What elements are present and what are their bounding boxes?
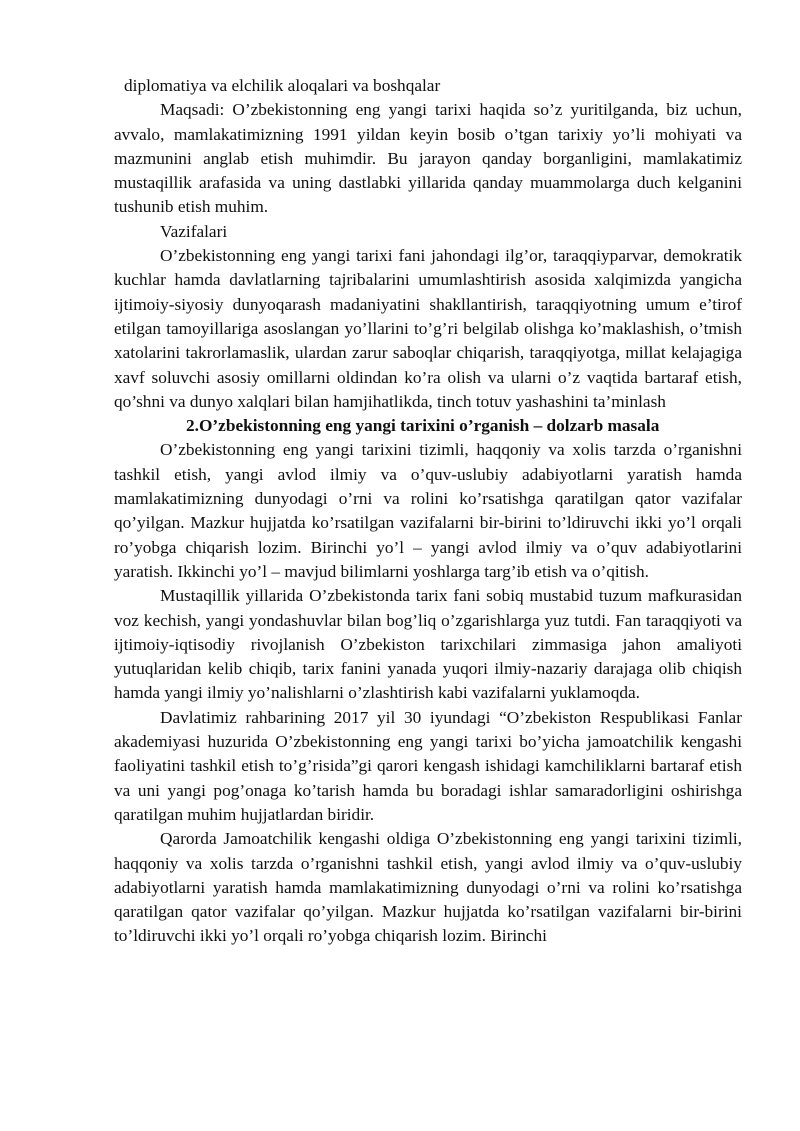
section-heading: 2.O’zbekistonning eng yangi tarixini o’rganish – dolzarb masala [186,416,660,436]
body-paragraph-4: Qarorda Jamoatchilik kengashi oldiga O’zbekistonning eng yangi tarixini tizimli, haqqoniy va xolis tarzda o’rganishni tashkil etish, yangi avlod ilmiy va o’quv-uslubiy adabiyotlarni yaratish hamda mamlakatimizning dunyodagi o’rni va rolini ko’rsatishga qaratilgan qator vazifalar qo’yilgan. Mazkur hujjatda ko’rsatilgan vazifalarni bir-birini to’ldiruvchi ikki yo’l orqali ro’yobga chiqarish lozim. Birinchi [114,829,742,946]
tasks-paragraph: O’zbekistonning eng yangi tarixi fani jahondagi ilg’or, taraqqiyparvar, demokratik kuchlar hamda davlatlarning tajribalarini umumlashtirish asosida xalqimizda yangicha ijtimoiy-siyosiy dunyoqarash madaniyatini shakllantirish, taraqqiyotning umum e’tirof etilgan tamoyillariga asoslangan yo’llarini to’g’ri belgilab olishga ko’maklashish, o’tmish xatolarini takrorlamaslik, ulardan zarur saboqlar chiqarish, taraqqiyotga, millat kelajagiga xavf soluvchi asosiy omillarni oldindan ko’ra olish va ularni o’z vaqtida bartaraf etish, qo’shni va dunyo xalqlari bilan hamjihatlikda, tinch totuv yashashini ta’minlash [114,246,742,411]
body-paragraph-1: O’zbekistonning eng yangi tarixini tizimli, haqqoniy va xolis tarzda o’rganishni tashkil etish, yangi avlod ilmiy va o’quv-uslubiy adabiyotlarni yaratish hamda mamlakatimizning dunyodagi o’rni va rolini ko’rsatishga qaratilgan qator vazifalar qo’yilgan. Mazkur hujjatda ko’rsatilgan vazifalarni bir-birini to’ldiruvchi ikki yo’l orqali ro’yobga chiqarish lozim. Birinchi yo’l – yangi avlod ilmiy va o’quv adabiyotlarini yaratish. Ikkinchi yo’l – mavjud bilimlarni yoshlarga targ’ib etish va o’qitish. [114,440,742,581]
body-paragraph-2: Mustaqillik yillarida O’zbekistonda tarix fani sobiq mustabid tuzum mafkurasidan voz kechish, yangi yondashuvlar bilan bog’liq o’zgarishlarga yuz tutdi. Fan taraqqiyoti va ijtimoiy-iqtisodiy rivojlanish O’zbekiston tarixchilari zimmasiga jahon amaliyoti yutuqlaridan kelib chiqib, tarix fanini yanada yuqori ilmiy-nazariy darajaga olib chiqish hamda yangi ilmiy yo’nalishlarni o’zlashtirish kabi vazifalarni yuklamoqda. [114,586,742,703]
tasks-label: Vazifalari [160,221,228,241]
goal-paragraph: Maqsadi: O’zbekistonning eng yangi tarixi haqida so’z yuritilganda, biz uchun, avvalo, mamlakatimizning 1991 yildan keyin bosib o’tgan tarixiy yo’li mohiyati va mazmunini anglab etish muhimdir. Bu jarayon qanday borganligini, mamlakatimiz mustaqillik arafasida va uning dastlabki yillarida qanday muammolarga duch kelganini tushunib etish muhim. [114,100,742,217]
document-page [114,74,742,949]
body-paragraph-3: Davlatimiz rahbarining 2017 yil 30 iyundagi “O’zbekiston Respublikasi Fanlar akademiyasi huzurida O’zbekistonning eng yangi tarixi bo’yicha jamoatchilik kengashi faoliyatini tashkil etish to’g’risida”gi qarori kengash ishidagi kamchiliklarni bartaraf etish va uni yangi pog’onaga ko’tarish hamda bu boradagi ishlar samaradorligini oshirishga qaratilgan muhim hujjatlardan biridir. [114,707,742,824]
intro-line: diplomatiya va elchilik aloqalari va boshqalar [124,76,441,95]
